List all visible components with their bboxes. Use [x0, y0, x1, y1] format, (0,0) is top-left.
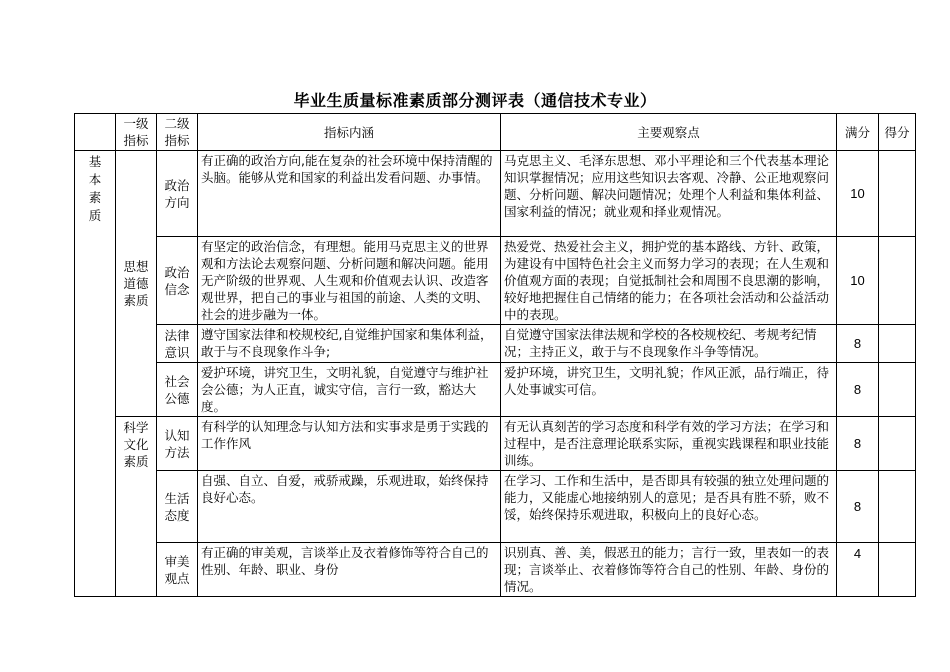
score-cell [879, 543, 916, 597]
score-cell [879, 363, 916, 417]
indicator-cell: 政治信念 [157, 237, 198, 325]
full-score-cell: 4 [837, 543, 879, 597]
evaluation-table [74, 113, 916, 597]
header-level1: 一级指标 [116, 114, 157, 151]
header-level2: 二级指标 [157, 114, 198, 151]
header-content: 指标内涵 [198, 114, 501, 151]
group-name-cell: 思想道德素质 [116, 151, 157, 417]
table-row [75, 151, 916, 237]
top-category-cell [75, 151, 116, 597]
observation-cell: 自觉遵守国家法律法规和学校的各校规校纪、考规考纪情况；主持正义，敢于与不良现象作斗争等情况。 [501, 325, 837, 363]
observation-cell: 在学习、工作和生活中，是否即具有较强的独立处理问题的能力，又能虚心地接纳别人的意见；是否具有胜不骄，败不馁，始终保持乐观进取，积极向上的良好心态。 [501, 471, 837, 543]
table-row [75, 363, 916, 417]
content-cell: 有科学的认知理念与认知方法和实事求是勇于实践的工作作风 [198, 417, 501, 471]
indicator-cell: 审美观点 [157, 543, 198, 597]
score-cell [879, 151, 916, 237]
header-observation: 主要观察点 [501, 114, 837, 151]
table-row [75, 471, 916, 543]
header-score: 得分 [879, 114, 916, 151]
score-cell [879, 471, 916, 543]
content-cell: 有正确的审美观，言谈举止及衣着修饰等符合自己的性别、年龄、职业、身份 [198, 543, 501, 597]
observation-cell: 爱护环境，讲究卫生，文明礼貌；作风正派，品行端正，待人处事诚实可信。 [501, 363, 837, 417]
observation-cell: 热爱党、热爱社会主义，拥护党的基本路线、方针、政策，为建设有中国特色社会主义而努力学习的表现；在人生观和价值观方面的表现；自觉抵制社会和周围不良思潮的影响，较好地把握住自己情绪的能力；在各项社会活动和公益活动中的表现。 [501, 237, 837, 325]
indicator-cell: 政治方向 [157, 151, 198, 237]
full-score-cell: 10 [837, 151, 879, 237]
table-row [75, 417, 916, 471]
table-row [75, 543, 916, 597]
content-cell: 有坚定的政治信念，有理想。能用马克思主义的世界观和方法论去观察问题、分析问题和解决问题。能用无产阶级的世界观、人生观和价值观去认识、改造客观世界，把自己的事业与祖国的前途、人类的文明、社会的进步融为一体。 [198, 237, 501, 325]
full-score-cell: 8 [837, 363, 879, 417]
indicator-cell: 法律意识 [157, 325, 198, 363]
content-cell: 爱护环境，讲究卫生，文明礼貌，自觉遵守与维护社会公德；为人正直，诚实守信，言行一致，豁达大度。 [198, 363, 501, 417]
top-category-label: 基本素质 [88, 154, 102, 223]
table-header-row [75, 114, 916, 151]
group-name-cell: 科学文化素质 [116, 417, 157, 597]
indicator-cell: 生活态度 [157, 471, 198, 543]
indicator-cell: 社会公德 [157, 363, 198, 417]
table-row [75, 237, 916, 325]
content-cell: 遵守国家法律和校规校纪,自觉维护国家和集体利益，敢于与不良现象作斗争; [198, 325, 501, 363]
header-full-score: 满分 [837, 114, 879, 151]
observation-cell: 有无认真刻苦的学习态度和科学有效的学习方法；在学习和过程中，是否注意理论联系实际，重视实践课程和职业技能训练。 [501, 417, 837, 471]
header-blank-cell [75, 114, 116, 151]
score-cell [879, 417, 916, 471]
full-score-cell: 8 [837, 325, 879, 363]
full-score-cell: 8 [837, 417, 879, 471]
content-cell: 自强、自立、自爱，戒骄戒躁，乐观进取，始终保持良好心态。 [198, 471, 501, 543]
document-title: 毕业生质量标准素质部分测评表（通信技术专业） [293, 91, 657, 110]
score-cell [879, 325, 916, 363]
indicator-cell: 认知方法 [157, 417, 198, 471]
score-cell [879, 237, 916, 325]
full-score-cell: 10 [837, 237, 879, 325]
content-cell: 有正确的政治方向,能在复杂的社会环境中保持清醒的头脑。能够从党和国家的利益出发看问题、办事情。 [198, 151, 501, 237]
observation-cell: 马克思主义、毛泽东思想、邓小平理论和三个代表基本理论知识掌握情况；应用这些知识去客观、冷静、公正地观察问题、分析问题、解决问题情况；处理个人利益和集体利益、国家利益的情况；就业观和择业观情况。 [501, 151, 837, 237]
full-score-cell: 8 [837, 471, 879, 543]
table-row [75, 325, 916, 363]
observation-cell: 识别真、善、美，假恶丑的能力；言行一致，里表如一的表现；言谈举止、衣着修饰等符合自己的性别、年龄、身份的情况。 [501, 543, 837, 597]
